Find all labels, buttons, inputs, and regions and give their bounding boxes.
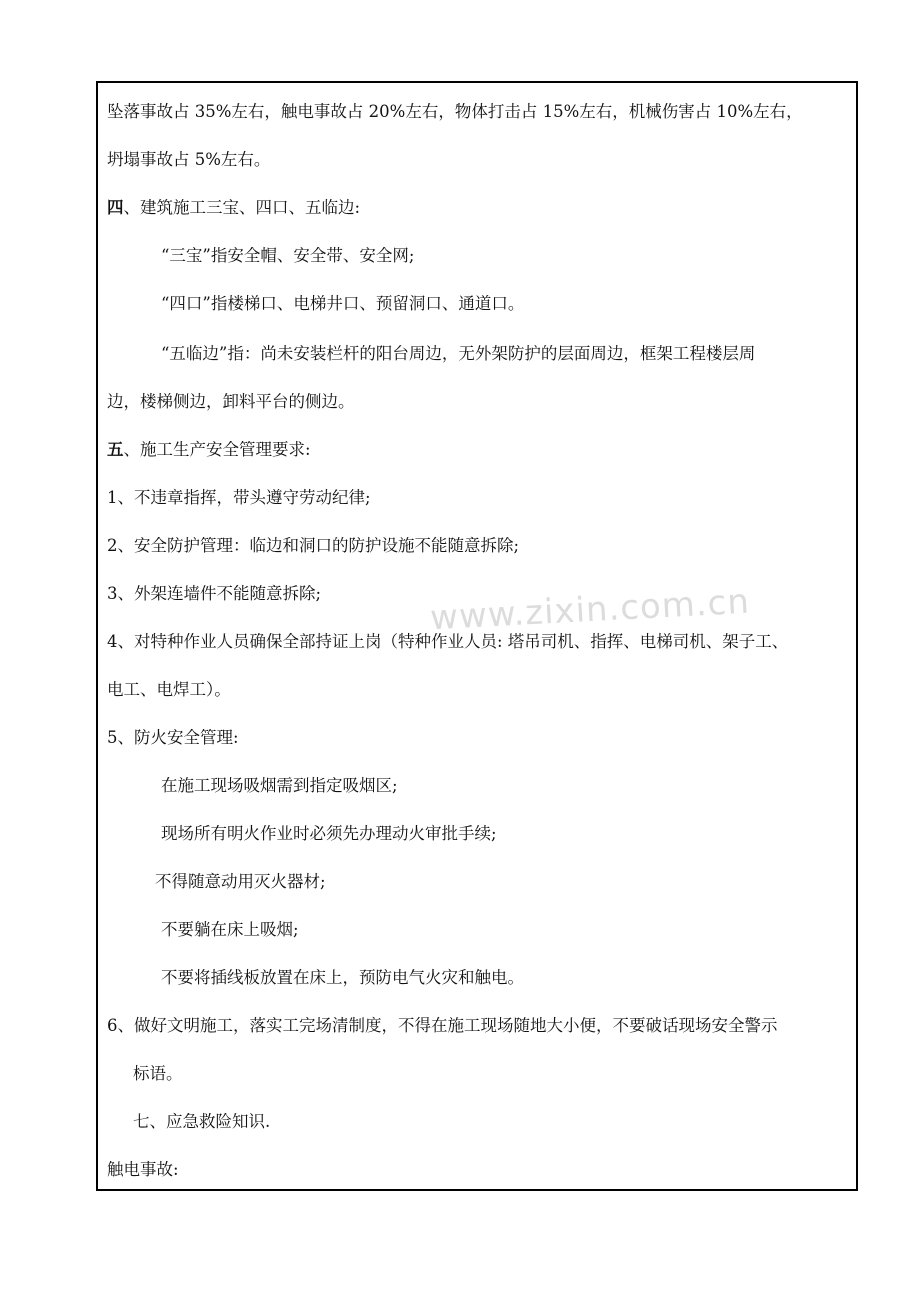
list-item-3: 3、外架连墙件不能随意拆除; xyxy=(107,584,322,603)
subsection-title: 触电事故: xyxy=(107,1160,179,1179)
section-number: 四 xyxy=(107,198,124,217)
fire-rule-2: 现场所有明火作业时必须先办理动火审批手续; xyxy=(161,824,497,843)
section-heading-5 xyxy=(107,439,311,461)
text-line-1: 坠落事故占 35%左右，触电事故占 20%左右，物体打击占 15%左右，机械伤害占 10%左右， xyxy=(107,102,803,121)
text-line-2: 坍塌事故占 5%左右。 xyxy=(107,150,271,169)
section-heading-4 xyxy=(107,197,360,219)
list-item-1: 1、不违章指挥，带头遵守劳动纪律; xyxy=(107,488,371,507)
list-item-6-cont: 标语。 xyxy=(133,1064,183,1083)
fire-rule-1: 在施工现场吸烟需到指定吸烟区; xyxy=(161,776,398,795)
document-frame xyxy=(96,81,858,1191)
fire-rule-3: 不得随意动用灭火器材; xyxy=(155,872,326,891)
text-line-7: 边，楼梯侧边，卸料平台的侧边。 xyxy=(107,392,355,411)
section-heading-7: 七、应急救险知识. xyxy=(133,1112,271,1131)
text-line-4: “三宝”指安全帽、安全带、安全网; xyxy=(161,246,415,265)
fire-rule-5: 不要将插线板放置在床上，预防电气火灾和触电。 xyxy=(161,968,524,987)
watermark-text: www.zixin.com.cn xyxy=(429,581,751,639)
list-item-4: 4、对特种作业人员确保全部持证上岗（特种作业人员: 塔吊司机、指挥、电梯司机、架子工、 xyxy=(107,632,789,651)
list-item-6: 6、做好文明施工，落实工完场清制度，不得在施工现场随地大小便，不要破话现场安全警示 xyxy=(107,1016,778,1035)
list-item-4-cont: 电工、电焊工）。 xyxy=(107,680,231,699)
list-item-2: 2、安全防护管理：临边和洞口的防护设施不能随意拆除; xyxy=(107,536,520,555)
section-title: 、施工生产安全管理要求: xyxy=(123,440,311,459)
text-line-5: “四口”指楼梯口、电梯井口、预留洞口、通道口。 xyxy=(161,294,525,313)
list-item-5: 5、防火安全管理: xyxy=(107,728,239,747)
fire-rule-4: 不要躺在床上吸烟; xyxy=(161,920,299,939)
text-line-6: “五临边”指：尚未安装栏杆的阳台周边，无外架防护的层面周边，框架工程楼层周 xyxy=(161,344,756,363)
section-title: 、建筑施工三宝、四口、五临边: xyxy=(123,198,361,217)
section-number: 五 xyxy=(107,440,124,459)
